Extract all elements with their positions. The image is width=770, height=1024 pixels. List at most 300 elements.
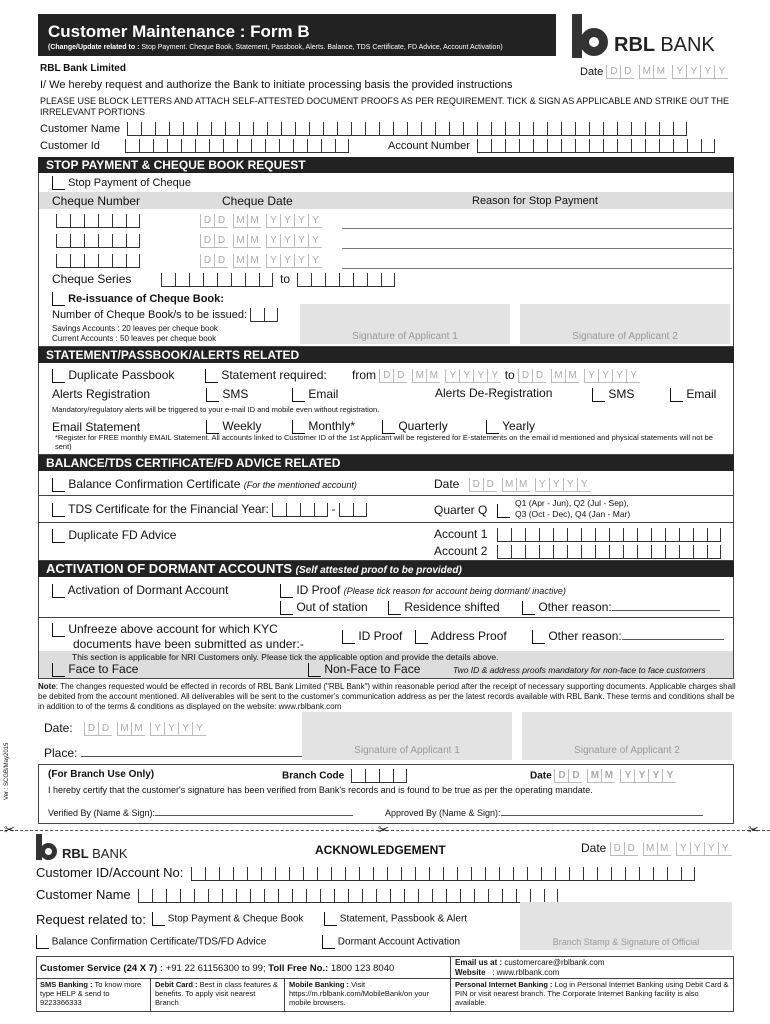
input-cell[interactable]	[488, 889, 502, 903]
account2-field[interactable]	[434, 544, 721, 559]
alerts-sms-checkbox[interactable]	[206, 388, 219, 402]
yearly-checkbox[interactable]	[486, 420, 499, 434]
input-cell[interactable]	[477, 139, 491, 153]
input-cell[interactable]	[161, 273, 175, 287]
input-cell[interactable]	[567, 545, 581, 559]
ack-cust-name[interactable]	[36, 887, 558, 903]
residence-checkbox[interactable]	[388, 601, 401, 615]
id-proof-checkbox[interactable]	[280, 584, 293, 598]
input-cell[interactable]	[631, 139, 645, 153]
input-cell[interactable]	[491, 139, 505, 153]
date-cell[interactable]: Y	[294, 214, 308, 228]
input-cell[interactable]	[432, 889, 446, 903]
input-cell[interactable]	[659, 139, 673, 153]
date-cell[interactable]: Y	[718, 842, 732, 856]
input-cell[interactable]	[505, 122, 519, 136]
account1-field[interactable]	[434, 527, 721, 542]
input-cell[interactable]	[331, 867, 345, 881]
dup-passbook-checkbox[interactable]	[52, 369, 65, 383]
ack-dormant-checkbox[interactable]	[322, 935, 335, 949]
input-cell[interactable]	[575, 122, 589, 136]
input-cell[interactable]	[112, 234, 126, 248]
date-cell[interactable]: Y	[662, 769, 676, 783]
f2f-option[interactable]	[52, 662, 138, 677]
input-cell[interactable]	[687, 139, 701, 153]
balance-conf-option[interactable]	[52, 477, 357, 492]
input-cell[interactable]	[609, 528, 623, 542]
input-cell[interactable]	[239, 122, 253, 136]
input-cell[interactable]	[194, 889, 208, 903]
input-cell[interactable]	[189, 273, 203, 287]
input-cell[interactable]	[651, 545, 665, 559]
input-cell[interactable]	[84, 254, 98, 268]
input-cell[interactable]	[679, 528, 693, 542]
date-cell[interactable]: Y	[308, 214, 322, 228]
sig1[interactable]: Signature of Applicant 1	[302, 712, 512, 760]
activation-option[interactable]	[52, 583, 228, 598]
input-cell[interactable]	[707, 545, 721, 559]
tds-checkbox[interactable]	[52, 503, 65, 517]
cheque-series-to[interactable]	[297, 273, 395, 287]
input-cell[interactable]	[665, 528, 679, 542]
input-cell[interactable]	[365, 769, 379, 783]
input-cell[interactable]	[334, 889, 348, 903]
stop-payment-checkbox[interactable]	[52, 176, 65, 190]
input-cell[interactable]	[141, 122, 155, 136]
unfreeze-id-option[interactable]	[342, 629, 402, 644]
alerts-email-checkbox[interactable]	[292, 388, 305, 402]
input-cell[interactable]	[237, 139, 251, 153]
ack-date[interactable]	[581, 841, 732, 856]
input-cell[interactable]	[623, 528, 637, 542]
date-cell[interactable]: Y	[648, 769, 662, 783]
input-cell[interactable]	[497, 545, 511, 559]
input-cell[interactable]	[457, 867, 471, 881]
input-cell[interactable]	[127, 122, 141, 136]
input-cell[interactable]	[589, 122, 603, 136]
date-cell[interactable]: M	[233, 214, 247, 228]
date-cell[interactable]: Y	[445, 369, 459, 383]
input-cell[interactable]	[98, 234, 112, 248]
input-cell[interactable]	[667, 867, 681, 881]
input-cell[interactable]	[544, 889, 558, 903]
reissue-option[interactable]	[52, 292, 224, 306]
other-reason-option[interactable]	[522, 600, 720, 615]
input-cell[interactable]	[609, 545, 623, 559]
input-cell[interactable]	[297, 273, 311, 287]
statement-checkbox[interactable]	[205, 369, 218, 383]
input-cell[interactable]	[513, 867, 527, 881]
quarterly-option[interactable]	[382, 419, 448, 434]
date-cell[interactable]: M	[643, 842, 657, 856]
input-cell[interactable]	[639, 867, 653, 881]
input-cell[interactable]	[309, 122, 323, 136]
date-cell[interactable]: Y	[626, 369, 640, 383]
input-cell[interactable]	[631, 122, 645, 136]
input-cell[interactable]	[323, 122, 337, 136]
input-cell[interactable]	[379, 122, 393, 136]
input-cell[interactable]	[583, 867, 597, 881]
date-cell[interactable]: Y	[690, 842, 704, 856]
date-cell[interactable]: Y	[487, 369, 501, 383]
reason-line[interactable]	[342, 268, 732, 269]
input-cell[interactable]	[477, 122, 491, 136]
input-cell[interactable]	[547, 122, 561, 136]
input-cell[interactable]	[219, 867, 233, 881]
input-cell[interactable]	[367, 273, 381, 287]
stop-payment-option[interactable]	[52, 176, 191, 190]
input-cell[interactable]	[485, 867, 499, 881]
ack-stop-option[interactable]	[152, 912, 303, 926]
date-cell[interactable]: Y	[178, 722, 192, 736]
input-cell[interactable]	[253, 122, 267, 136]
input-cell[interactable]	[251, 139, 265, 153]
dereg-sms-checkbox[interactable]	[592, 388, 605, 402]
input-cell[interactable]	[373, 867, 387, 881]
input-cell[interactable]	[321, 139, 335, 153]
input-cell[interactable]	[693, 545, 707, 559]
date-cell[interactable]: Y	[620, 769, 634, 783]
date-cell[interactable]: M	[247, 234, 261, 248]
date-cell[interactable]: D	[200, 214, 214, 228]
ack-stop-checkbox[interactable]	[152, 912, 165, 926]
input-cell[interactable]	[617, 122, 631, 136]
dereg-email-checkbox[interactable]	[670, 388, 683, 402]
input-cell[interactable]	[70, 254, 84, 268]
date-cell[interactable]: Y	[150, 722, 164, 736]
date-cell[interactable]: D	[393, 369, 407, 383]
input-cell[interactable]	[153, 139, 167, 153]
input-cell[interactable]	[56, 254, 70, 268]
input-cell[interactable]	[533, 139, 547, 153]
other-reason-checkbox[interactable]	[522, 601, 535, 615]
input-cell[interactable]	[415, 867, 429, 881]
date-cell[interactable]: Y	[266, 254, 280, 268]
input-cell[interactable]	[595, 528, 609, 542]
input-cell[interactable]	[311, 273, 325, 287]
quarterly-checkbox[interactable]	[382, 420, 395, 434]
date-cell[interactable]: Y	[266, 214, 280, 228]
out-of-station-option[interactable]	[280, 600, 368, 615]
input-cell[interactable]	[527, 867, 541, 881]
input-cell[interactable]	[707, 528, 721, 542]
statement-required-option[interactable]	[205, 368, 327, 383]
input-cell[interactable]	[581, 545, 595, 559]
date-cell[interactable]: M	[233, 254, 247, 268]
quarter-box[interactable]	[497, 502, 510, 520]
header-date[interactable]	[580, 65, 728, 79]
input-cell[interactable]	[293, 139, 307, 153]
input-cell[interactable]	[603, 122, 617, 136]
date-cell[interactable]: Y	[280, 234, 294, 248]
input-cell[interactable]	[539, 528, 553, 542]
weekly-checkbox[interactable]	[206, 420, 219, 434]
input-cell[interactable]	[112, 254, 126, 268]
input-cell[interactable]	[359, 867, 373, 881]
input-cell[interactable]	[525, 528, 539, 542]
verified-by[interactable]	[48, 808, 353, 818]
input-cell[interactable]	[281, 122, 295, 136]
input-cell[interactable]	[595, 545, 609, 559]
input-cell[interactable]	[155, 122, 169, 136]
date-cell[interactable]: Y	[634, 769, 648, 783]
input-cell[interactable]	[169, 122, 183, 136]
input-cell[interactable]	[306, 889, 320, 903]
f2f-checkbox[interactable]	[52, 663, 65, 677]
num-books[interactable]	[52, 308, 278, 322]
statement-range[interactable]	[352, 368, 640, 383]
input-cell[interactable]	[589, 139, 603, 153]
input-cell[interactable]	[183, 122, 197, 136]
input-cell[interactable]	[474, 889, 488, 903]
input-cell[interactable]	[555, 867, 569, 881]
date-cell[interactable]: M	[247, 214, 261, 228]
ack-balance-checkbox[interactable]	[36, 935, 49, 949]
input-cell[interactable]	[561, 139, 575, 153]
input-cell[interactable]	[511, 528, 525, 542]
input-cell[interactable]	[499, 867, 513, 881]
input-cell[interactable]	[429, 867, 443, 881]
input-cell[interactable]	[152, 889, 166, 903]
input-cell[interactable]	[637, 528, 651, 542]
input-cell[interactable]	[625, 867, 639, 881]
residence-option[interactable]	[388, 600, 500, 615]
input-cell[interactable]	[443, 867, 457, 881]
date-cell[interactable]: D	[214, 254, 228, 268]
input-cell[interactable]	[463, 122, 477, 136]
cheque-row[interactable]	[52, 232, 732, 252]
input-cell[interactable]	[679, 545, 693, 559]
input-cell[interactable]	[335, 139, 349, 153]
input-cell[interactable]	[345, 867, 359, 881]
input-cell[interactable]	[98, 214, 112, 228]
input-cell[interactable]	[70, 234, 84, 248]
customer-id-field[interactable]	[40, 139, 349, 153]
input-cell[interactable]	[84, 214, 98, 228]
date-cell[interactable]: D	[532, 369, 546, 383]
input-cell[interactable]	[203, 273, 217, 287]
ack-balance-option[interactable]	[36, 935, 266, 949]
date-cell[interactable]: Y	[535, 478, 549, 492]
balance-date[interactable]	[434, 477, 591, 492]
date-cell[interactable]: M	[657, 842, 671, 856]
input-cell[interactable]	[267, 122, 281, 136]
input-cell[interactable]	[84, 234, 98, 248]
input-cell[interactable]	[337, 122, 351, 136]
date-cell[interactable]: M	[426, 369, 440, 383]
date-cell[interactable]: M	[412, 369, 426, 383]
input-cell[interactable]	[307, 139, 321, 153]
sig2[interactable]: Signature of Applicant 2	[522, 712, 732, 760]
input-cell[interactable]	[418, 889, 432, 903]
yearly-option[interactable]	[486, 419, 535, 434]
date-cell[interactable]: Y	[473, 369, 487, 383]
input-cell[interactable]	[547, 139, 561, 153]
input-cell[interactable]	[497, 528, 511, 542]
date-cell[interactable]: Y	[577, 478, 591, 492]
input-cell[interactable]	[511, 545, 525, 559]
nf2f-checkbox[interactable]	[308, 663, 321, 677]
input-cell[interactable]	[351, 769, 365, 783]
tds-option[interactable]	[52, 502, 367, 517]
cheque-row[interactable]	[52, 252, 732, 272]
input-cell[interactable]	[139, 139, 153, 153]
input-cell[interactable]	[166, 889, 180, 903]
date-cell[interactable]: M	[565, 369, 579, 383]
input-cell[interactable]	[390, 889, 404, 903]
input-cell[interactable]	[491, 122, 505, 136]
cheque-series[interactable]	[52, 272, 395, 287]
input-cell[interactable]	[233, 867, 247, 881]
branch-stamp[interactable]: Branch Stamp & Signature of Official	[520, 902, 732, 950]
cheque-row[interactable]	[52, 212, 732, 232]
input-cell[interactable]	[223, 139, 237, 153]
input-cell[interactable]	[645, 122, 659, 136]
input-cell[interactable]	[581, 528, 595, 542]
date-cell[interactable]: D	[469, 478, 483, 492]
input-cell[interactable]	[645, 139, 659, 153]
input-cell[interactable]	[209, 139, 223, 153]
branch-code[interactable]	[282, 769, 407, 783]
input-cell[interactable]	[279, 139, 293, 153]
input-cell[interactable]	[264, 889, 278, 903]
input-cell[interactable]	[502, 889, 516, 903]
input-cell[interactable]	[303, 867, 317, 881]
input-cell[interactable]	[693, 528, 707, 542]
input-cell[interactable]	[603, 139, 617, 153]
unfreeze-option[interactable]	[52, 622, 304, 652]
other-reason2-checkbox[interactable]	[532, 630, 545, 644]
dup-passbook-option[interactable]	[52, 368, 174, 383]
input-cell[interactable]	[673, 122, 687, 136]
balance-conf-checkbox[interactable]	[52, 478, 65, 492]
input-cell[interactable]	[617, 139, 631, 153]
input-cell[interactable]	[261, 867, 275, 881]
input-cell[interactable]	[70, 214, 84, 228]
input-cell[interactable]	[348, 889, 362, 903]
date-cell[interactable]: Y	[280, 214, 294, 228]
input-cell[interactable]	[379, 769, 393, 783]
date-cell[interactable]: Y	[549, 478, 563, 492]
input-cell[interactable]	[387, 867, 401, 881]
input-cell[interactable]	[393, 769, 407, 783]
input-cell[interactable]	[225, 122, 239, 136]
customer-name-field[interactable]	[40, 122, 687, 136]
date-cell[interactable]: M	[117, 722, 131, 736]
reissue-checkbox[interactable]	[52, 292, 65, 306]
input-cell[interactable]	[325, 273, 339, 287]
input-cell[interactable]	[126, 254, 140, 268]
input-cell[interactable]	[181, 139, 195, 153]
input-cell[interactable]	[623, 545, 637, 559]
input-cell[interactable]	[449, 122, 463, 136]
date-cell[interactable]: D	[84, 722, 98, 736]
approved-by[interactable]	[385, 808, 703, 818]
weekly-option[interactable]	[206, 419, 261, 434]
address-proof-checkbox[interactable]	[415, 630, 428, 644]
input-cell[interactable]	[236, 889, 250, 903]
stop-sig2[interactable]: Signature of Applicant 2	[520, 304, 730, 344]
input-cell[interactable]	[653, 867, 667, 881]
nf2f-option[interactable]	[308, 662, 420, 677]
dereg-email-option[interactable]	[670, 387, 716, 402]
alerts-email-option[interactable]	[292, 387, 338, 402]
ack-dormant-option[interactable]	[322, 935, 460, 949]
input-cell[interactable]	[446, 889, 460, 903]
input-cell[interactable]	[353, 273, 367, 287]
input-cell[interactable]	[533, 122, 547, 136]
input-cell[interactable]	[167, 139, 181, 153]
input-cell[interactable]	[126, 234, 140, 248]
date-cell[interactable]: D	[379, 369, 393, 383]
cheque-series-from[interactable]	[161, 273, 273, 287]
ack-statement-checkbox[interactable]	[324, 912, 337, 926]
input-cell[interactable]	[516, 889, 530, 903]
date-cell[interactable]: Y	[294, 254, 308, 268]
input-cell[interactable]	[191, 867, 205, 881]
input-cell[interactable]	[404, 889, 418, 903]
input-cell[interactable]	[471, 867, 485, 881]
date-cell[interactable]: Y	[280, 254, 294, 268]
date-cell[interactable]: M	[516, 478, 530, 492]
input-cell[interactable]	[681, 867, 695, 881]
date-cell[interactable]: M	[131, 722, 145, 736]
date-cell[interactable]: Y	[192, 722, 206, 736]
input-cell[interactable]	[295, 122, 309, 136]
out-of-station-checkbox[interactable]	[280, 601, 293, 615]
monthly-checkbox[interactable]	[292, 420, 305, 434]
input-cell[interactable]	[250, 889, 264, 903]
date-cell[interactable]: M	[502, 478, 516, 492]
input-cell[interactable]	[320, 889, 334, 903]
date-cell[interactable]: Y	[459, 369, 473, 383]
input-cell[interactable]	[575, 139, 589, 153]
input-cell[interactable]	[211, 122, 225, 136]
input-cell[interactable]	[376, 889, 390, 903]
input-cell[interactable]	[519, 139, 533, 153]
address-proof-option[interactable]	[415, 629, 507, 644]
input-cell[interactable]	[637, 545, 651, 559]
input-cell[interactable]	[138, 889, 152, 903]
date-cell[interactable]: D	[554, 769, 568, 783]
date-cell[interactable]: Y	[294, 234, 308, 248]
date-cell[interactable]: M	[551, 369, 565, 383]
input-cell[interactable]	[247, 867, 261, 881]
date-cell[interactable]: Y	[563, 478, 577, 492]
input-cell[interactable]	[98, 254, 112, 268]
customer-id-cells[interactable]	[125, 139, 349, 153]
date-cell[interactable]: D	[98, 722, 112, 736]
date-cell[interactable]: M	[233, 234, 247, 248]
input-cell[interactable]	[217, 273, 231, 287]
input-cell[interactable]	[673, 139, 687, 153]
date-cell[interactable]: M	[601, 769, 615, 783]
input-cell[interactable]	[561, 122, 575, 136]
sign-date[interactable]	[44, 721, 206, 736]
activation-checkbox[interactable]	[52, 584, 65, 598]
account-number-field[interactable]	[388, 139, 715, 153]
date-cell[interactable]: D	[200, 254, 214, 268]
input-cell[interactable]	[381, 273, 395, 287]
ack-cust-id[interactable]	[36, 865, 695, 881]
input-cell[interactable]	[407, 122, 421, 136]
input-cell[interactable]	[611, 867, 625, 881]
unfreeze-id-checkbox[interactable]	[342, 630, 355, 644]
input-cell[interactable]	[175, 273, 189, 287]
input-cell[interactable]	[278, 889, 292, 903]
date-cell[interactable]: Y	[308, 234, 322, 248]
input-cell[interactable]	[231, 273, 245, 287]
